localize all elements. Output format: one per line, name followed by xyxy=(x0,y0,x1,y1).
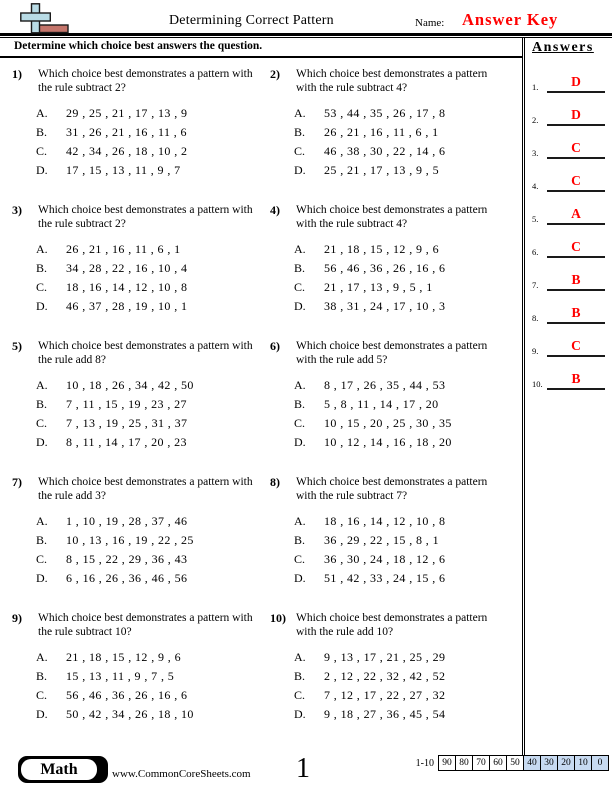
answer-letter: A xyxy=(571,206,581,221)
choice-letter: D. xyxy=(36,706,48,721)
choices xyxy=(36,240,268,316)
answer-row xyxy=(532,291,605,324)
choice-sequence: 7 , 12 , 17 , 22 , 27 , 32 xyxy=(324,687,446,702)
choice-sequence: 21 , 18 , 15 , 12 , 9 , 6 xyxy=(66,649,181,664)
plus-minus-math-icon xyxy=(20,3,72,34)
choice-letter: A. xyxy=(294,513,306,528)
choice-letter: B. xyxy=(294,668,306,683)
choice-row xyxy=(36,414,268,433)
choice-letter: D. xyxy=(36,162,48,177)
question-number: 8) xyxy=(270,475,280,489)
question-block xyxy=(10,67,268,203)
choice-letter: B. xyxy=(36,668,48,683)
choice-row xyxy=(36,569,268,588)
answer-blank xyxy=(547,205,605,225)
answer-blank xyxy=(547,238,605,258)
choices xyxy=(36,512,268,588)
choices xyxy=(294,648,520,724)
answer-number: 4. xyxy=(532,181,539,191)
choice-sequence: 9 , 13 , 17 , 21 , 25 , 29 xyxy=(324,649,446,664)
answer-key-label: Answer Key xyxy=(462,10,559,29)
answer-row xyxy=(532,324,605,357)
choice-letter: A. xyxy=(294,377,306,392)
choice-row xyxy=(36,123,268,142)
choice-letter: D. xyxy=(294,434,306,449)
answer-number: 2. xyxy=(532,115,539,125)
choice-row xyxy=(294,240,520,259)
choice-sequence: 34 , 28 , 22 , 16 , 10 , 4 xyxy=(66,260,188,275)
questions-grid xyxy=(0,58,522,747)
choice-letter: D. xyxy=(36,434,48,449)
score-cell: 60 xyxy=(489,755,507,771)
choice-row xyxy=(294,512,520,531)
choices xyxy=(294,240,520,316)
answer-letter: D xyxy=(571,107,581,122)
choice-row xyxy=(294,395,520,414)
choice-letter: B. xyxy=(294,532,306,547)
choice-sequence: 10 , 12 , 14 , 16 , 18 , 20 xyxy=(324,434,452,449)
choice-row xyxy=(36,142,268,161)
choice-sequence: 56 , 46 , 36 , 26 , 16 , 6 xyxy=(66,687,188,702)
choice-sequence: 36 , 30 , 24 , 18 , 12 , 6 xyxy=(324,551,446,566)
answer-letter: B xyxy=(571,272,581,287)
answer-row xyxy=(532,225,605,258)
choice-sequence: 21 , 18 , 15 , 12 , 9 , 6 xyxy=(324,241,439,256)
choice-row xyxy=(294,123,520,142)
choice-letter: C. xyxy=(294,687,306,702)
choice-sequence: 56 , 46 , 36 , 26 , 16 , 6 xyxy=(324,260,446,275)
choice-sequence: 26 , 21 , 16 , 11 , 6 , 1 xyxy=(324,124,439,139)
choice-row xyxy=(36,278,268,297)
choice-letter: B. xyxy=(36,124,48,139)
question-text: Which choice best demonstrates a pattern with the rule add 3? xyxy=(38,476,253,503)
choice-row xyxy=(36,104,268,123)
choice-row xyxy=(294,648,520,667)
choice-sequence: 53 , 44 , 35 , 26 , 17 , 8 xyxy=(324,105,446,120)
choice-letter: C. xyxy=(36,415,48,430)
choice-letter: A. xyxy=(36,377,48,392)
question-number: 10) xyxy=(270,611,286,625)
question-number: 4) xyxy=(270,203,280,217)
choice-row xyxy=(294,376,520,395)
instruction-text: Determine which choice best answers the question. xyxy=(14,40,263,52)
question-text: Which choice best demonstrates a pattern with the rule subtract 2? xyxy=(38,68,253,95)
score-cell: 70 xyxy=(472,755,490,771)
question-text: Which choice best demonstrates a pattern with the rule subtract 4? xyxy=(296,68,488,95)
choice-sequence: 21 , 17 , 13 , 9 , 5 , 1 xyxy=(324,279,433,294)
answer-row xyxy=(532,258,605,291)
choice-sequence: 26 , 21 , 16 , 11 , 6 , 1 xyxy=(66,241,181,256)
choice-row xyxy=(36,395,268,414)
answer-blank xyxy=(547,304,605,324)
answer-row xyxy=(532,192,605,225)
answer-blank xyxy=(547,139,605,159)
header-rule-thick xyxy=(0,33,612,36)
choice-letter: D. xyxy=(36,570,48,585)
answer-blank xyxy=(547,73,605,93)
choice-letter: C. xyxy=(36,687,48,702)
plus-minus-icon-graphic xyxy=(20,3,72,34)
subject-badge xyxy=(18,756,108,783)
choice-sequence: 5 , 8 , 11 , 14 , 17 , 20 xyxy=(324,396,439,411)
choice-letter: A. xyxy=(294,649,306,664)
answer-blank xyxy=(547,370,605,390)
score-cell: 20 xyxy=(557,755,575,771)
answer-row xyxy=(532,357,605,390)
score-cell: 40 xyxy=(523,755,541,771)
choice-letter: B. xyxy=(294,124,306,139)
choice-sequence: 6 , 16 , 26 , 36 , 46 , 56 xyxy=(66,570,188,585)
question-text: Which choice best demonstrates a pattern with the rule add 5? xyxy=(296,340,488,367)
question-block xyxy=(268,475,520,611)
choices xyxy=(294,376,520,452)
answer-number: 3. xyxy=(532,148,539,158)
choice-row xyxy=(294,161,520,180)
choice-row xyxy=(36,512,268,531)
choice-letter: C. xyxy=(36,279,48,294)
answer-letter: C xyxy=(571,140,581,155)
question-block xyxy=(10,203,268,339)
question-block xyxy=(10,339,268,475)
question-number: 2) xyxy=(270,67,280,81)
choice-sequence: 46 , 37 , 28 , 19 , 10 , 1 xyxy=(66,298,188,313)
choice-row xyxy=(294,550,520,569)
header xyxy=(0,0,612,33)
subject-badge-label: Math xyxy=(21,759,97,780)
choice-letter: D. xyxy=(294,298,306,313)
choice-row xyxy=(294,259,520,278)
choice-letter: C. xyxy=(36,143,48,158)
website-url: www.CommonCoreSheets.com xyxy=(112,768,251,780)
choice-row xyxy=(294,297,520,316)
answers-rows xyxy=(532,60,605,390)
choice-letter: C. xyxy=(36,551,48,566)
choices xyxy=(36,376,268,452)
question-block xyxy=(268,67,520,203)
question-text: Which choice best demonstrates a pattern with the rule subtract 2? xyxy=(38,204,253,231)
choice-letter: D. xyxy=(36,298,48,313)
choice-sequence: 29 , 25 , 21 , 17 , 13 , 9 xyxy=(66,105,188,120)
choice-row xyxy=(294,104,520,123)
choice-sequence: 31 , 26 , 21 , 16 , 11 , 6 xyxy=(66,124,187,139)
choice-sequence: 8 , 17 , 26 , 35 , 44 , 53 xyxy=(324,377,446,392)
worksheet-title: Determining Correct Pattern xyxy=(169,13,334,28)
choices xyxy=(36,104,268,180)
choice-letter: A. xyxy=(36,649,48,664)
question-block xyxy=(268,203,520,339)
score-cells xyxy=(439,755,609,771)
question-number: 1) xyxy=(12,67,22,81)
answer-row xyxy=(532,126,605,159)
question-text: Which choice best demonstrates a pattern with the rule add 8? xyxy=(38,340,253,367)
choice-sequence: 7 , 11 , 15 , 19 , 23 , 27 xyxy=(66,396,187,411)
choice-sequence: 15 , 13 , 11 , 9 , 7 , 5 xyxy=(66,668,175,683)
choice-sequence: 42 , 34 , 26 , 18 , 10 , 2 xyxy=(66,143,188,158)
answer-letter: B xyxy=(571,305,581,320)
question-text: Which choice best demonstrates a pattern with the rule subtract 7? xyxy=(296,476,488,503)
question-number: 7) xyxy=(12,475,22,489)
question-number: 3) xyxy=(12,203,22,217)
answer-row xyxy=(532,159,605,192)
choice-row xyxy=(36,297,268,316)
choice-row xyxy=(36,240,268,259)
choice-letter: B. xyxy=(36,260,48,275)
choice-sequence: 50 , 42 , 34 , 26 , 18 , 10 xyxy=(66,706,194,721)
choice-letter: A. xyxy=(36,241,48,256)
name-label: Name: xyxy=(415,17,445,29)
question-text: Which choice best demonstrates a pattern with the rule subtract 4? xyxy=(296,204,488,231)
choice-letter: D. xyxy=(294,570,306,585)
choice-sequence: 36 , 29 , 22 , 15 , 8 , 1 xyxy=(324,532,439,547)
question-text: Which choice best demonstrates a pattern with the rule subtract 10? xyxy=(38,612,253,639)
answer-letter: C xyxy=(571,239,581,254)
choice-row xyxy=(294,433,520,452)
choices xyxy=(36,648,268,724)
score-cell: 10 xyxy=(574,755,592,771)
choice-row xyxy=(294,142,520,161)
answer-blank xyxy=(547,172,605,192)
score-range-label: 1-10 xyxy=(415,757,434,769)
choice-row xyxy=(36,433,268,452)
choice-letter: B. xyxy=(36,532,48,547)
choice-letter: B. xyxy=(294,260,306,275)
choice-letter: D. xyxy=(294,162,306,177)
answers-panel xyxy=(522,38,612,755)
choice-row xyxy=(294,667,520,686)
choice-sequence: 46 , 38 , 30 , 22 , 14 , 6 xyxy=(324,143,446,158)
answer-letter: B xyxy=(571,371,581,386)
answer-letter: D xyxy=(571,74,581,89)
choice-row xyxy=(36,376,268,395)
choice-row xyxy=(36,161,268,180)
choice-letter: C. xyxy=(294,551,306,566)
score-strip xyxy=(416,755,609,771)
choice-row xyxy=(294,278,520,297)
answer-row xyxy=(532,93,605,126)
choice-row xyxy=(294,705,520,724)
choice-sequence: 38 , 31 , 24 , 17 , 10 , 3 xyxy=(324,298,446,313)
choice-sequence: 10 , 13 , 16 , 19 , 22 , 25 xyxy=(66,532,194,547)
choices xyxy=(294,104,520,180)
footer xyxy=(0,755,612,787)
choice-letter: C. xyxy=(294,143,306,158)
question-text: Which choice best demonstrates a pattern with the rule add 10? xyxy=(296,612,488,639)
choice-letter: A. xyxy=(294,241,306,256)
answer-letter: C xyxy=(571,173,581,188)
score-cell: 90 xyxy=(438,755,456,771)
choice-row xyxy=(294,569,520,588)
answer-number: 1. xyxy=(532,82,539,92)
score-cell: 50 xyxy=(506,755,524,771)
answer-blank xyxy=(547,337,605,357)
content xyxy=(0,38,612,755)
choice-letter: A. xyxy=(294,105,306,120)
question-number: 6) xyxy=(270,339,280,353)
choice-sequence: 9 , 18 , 27 , 36 , 45 , 54 xyxy=(324,706,446,721)
question-number: 5) xyxy=(12,339,22,353)
answer-number: 10. xyxy=(532,379,543,389)
answer-letter: C xyxy=(571,338,581,353)
choice-sequence: 8 , 15 , 22 , 29 , 36 , 43 xyxy=(66,551,188,566)
choice-row xyxy=(294,686,520,705)
answers-title: Answers xyxy=(532,40,594,55)
score-cell: 80 xyxy=(455,755,473,771)
choice-sequence: 2 , 12 , 22 , 32 , 42 , 52 xyxy=(324,668,446,683)
choice-sequence: 17 , 15 , 13 , 11 , 9 , 7 xyxy=(66,162,181,177)
answer-blank xyxy=(547,271,605,291)
choice-letter: C. xyxy=(294,415,306,430)
choice-row xyxy=(36,550,268,569)
answer-number: 8. xyxy=(532,313,539,323)
answer-row xyxy=(532,60,605,93)
choice-letter: C. xyxy=(294,279,306,294)
answer-number: 9. xyxy=(532,346,539,356)
choice-row xyxy=(294,531,520,550)
choice-row xyxy=(36,705,268,724)
choice-row xyxy=(36,259,268,278)
question-block xyxy=(268,339,520,475)
choice-sequence: 10 , 15 , 20 , 25 , 30 , 35 xyxy=(324,415,452,430)
choice-row xyxy=(294,414,520,433)
choice-letter: B. xyxy=(36,396,48,411)
choice-sequence: 10 , 18 , 26 , 34 , 42 , 50 xyxy=(66,377,194,392)
choice-row xyxy=(36,531,268,550)
choice-sequence: 1 , 10 , 19 , 28 , 37 , 46 xyxy=(66,513,188,528)
page-number: 1 xyxy=(296,753,310,784)
score-cell: 0 xyxy=(591,755,609,771)
choice-sequence: 51 , 42 , 33 , 24 , 15 , 6 xyxy=(324,570,446,585)
answer-number: 7. xyxy=(532,280,539,290)
question-block xyxy=(10,475,268,611)
choice-sequence: 7 , 13 , 19 , 25 , 31 , 37 xyxy=(66,415,188,430)
choices xyxy=(294,512,520,588)
choice-letter: B. xyxy=(294,396,306,411)
choice-sequence: 8 , 11 , 14 , 17 , 20 , 23 xyxy=(66,434,187,449)
answer-number: 5. xyxy=(532,214,539,224)
choice-row xyxy=(36,648,268,667)
choice-letter: D. xyxy=(294,706,306,721)
score-cell: 30 xyxy=(540,755,558,771)
choice-sequence: 18 , 16 , 14 , 12 , 10 , 8 xyxy=(324,513,446,528)
questions-area xyxy=(0,38,522,755)
answer-number: 6. xyxy=(532,247,539,257)
answer-blank xyxy=(547,106,605,126)
choice-sequence: 18 , 16 , 14 , 12 , 10 , 8 xyxy=(66,279,188,294)
choice-row xyxy=(36,686,268,705)
choice-row xyxy=(36,667,268,686)
choice-letter: A. xyxy=(36,513,48,528)
question-block xyxy=(10,611,268,747)
choice-sequence: 25 , 21 , 17 , 13 , 9 , 5 xyxy=(324,162,439,177)
choice-letter: A. xyxy=(36,105,48,120)
question-block xyxy=(268,611,520,747)
question-number: 9) xyxy=(12,611,22,625)
